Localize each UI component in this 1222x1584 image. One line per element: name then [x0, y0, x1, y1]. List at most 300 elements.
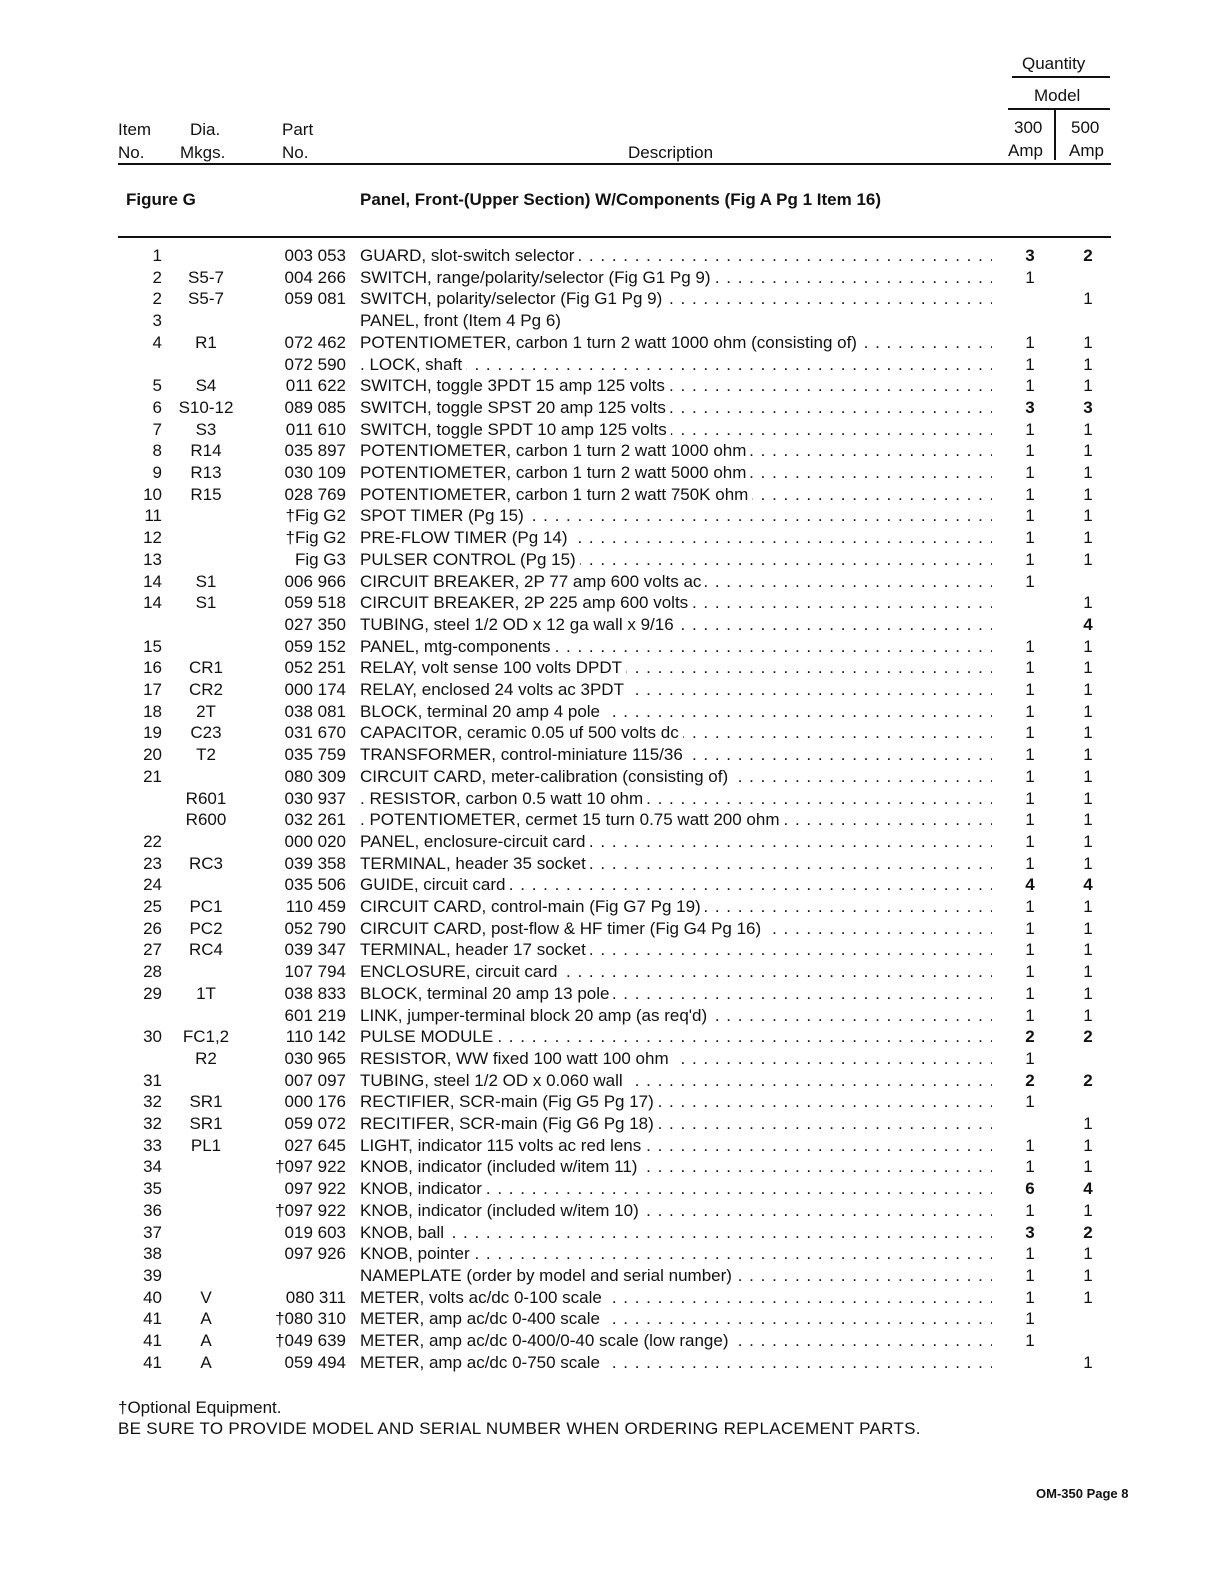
table-row	[0, 1330, 1222, 1352]
part-no: 035 897	[284, 441, 346, 461]
dia-marking: S10-12	[178, 397, 234, 417]
part-no: 039 358	[284, 853, 346, 873]
part-no: 004 266	[284, 267, 346, 287]
table-row	[0, 484, 1222, 506]
dia-marking: R2	[195, 1048, 217, 1068]
description-text: RELAY, volt sense 100 volts DPDT	[360, 658, 626, 677]
col-300-bottom: Amp	[1008, 141, 1043, 160]
part-no: 072 462	[284, 332, 346, 352]
table-row	[0, 549, 1222, 571]
description-text: KNOB, indicator (included w/item 10)	[360, 1201, 643, 1220]
dia-marking: S1	[195, 593, 217, 613]
description	[360, 809, 992, 831]
item-no: 33	[143, 1135, 162, 1155]
qty-500-amp: 1	[1083, 636, 1093, 656]
dia-marking: FC1,2	[182, 1027, 230, 1047]
item-no: 37	[143, 1222, 162, 1242]
col-500-top: 500	[1071, 118, 1100, 137]
table-row	[0, 701, 1222, 723]
model-column-divider	[1054, 110, 1056, 160]
qty-500-amp: 1	[1083, 831, 1093, 851]
item-no: 7	[152, 419, 162, 439]
part-no: 030 965	[284, 1048, 346, 1068]
description-text: KNOB, indicator	[360, 1179, 486, 1198]
part-no: 089 085	[284, 397, 346, 417]
description-text: BLOCK, terminal 20 amp 13 pole	[360, 984, 613, 1003]
qty-300-amp: 1	[1025, 419, 1035, 439]
qty-500-amp: 1	[1083, 549, 1093, 569]
table-row	[0, 918, 1222, 940]
part-no: 032 261	[284, 810, 346, 830]
qty-300-amp: 1	[1025, 658, 1035, 678]
table-row	[0, 1026, 1222, 1048]
qty-500-amp: 1	[1083, 723, 1093, 743]
item-no: 32	[143, 1092, 162, 1112]
table-row	[0, 722, 1222, 744]
description	[360, 332, 992, 354]
description	[360, 1135, 992, 1157]
dia-marking: S5-7	[188, 267, 224, 287]
description-text: NAMEPLATE (order by model and serial number)	[360, 1266, 736, 1285]
item-no: 28	[143, 962, 162, 982]
description	[360, 419, 992, 441]
part-no: 035 506	[284, 875, 346, 895]
table-row	[0, 1352, 1222, 1374]
qty-500-amp: 1	[1083, 1287, 1093, 1307]
dia-marking: R600	[185, 810, 227, 830]
qty-500-amp: 1	[1083, 289, 1093, 309]
qty-500-amp: 1	[1083, 506, 1093, 526]
table-row	[0, 853, 1222, 875]
description-text: GUIDE, circuit card	[360, 875, 509, 894]
description-text: PULSER CONTROL (Pg 15)	[360, 550, 580, 569]
table-row	[0, 1005, 1222, 1027]
qty-500-amp: 1	[1083, 593, 1093, 613]
table-row	[0, 1091, 1222, 1113]
item-no: 29	[143, 983, 162, 1003]
item-no: 22	[143, 831, 162, 851]
qty-500-amp: 1	[1083, 419, 1093, 439]
qty-500-amp: 1	[1083, 528, 1093, 548]
table-row	[0, 1265, 1222, 1287]
qty-300-amp: 1	[1025, 680, 1035, 699]
qty-300-amp: 1	[1025, 1331, 1035, 1350]
part-no: 027 350	[284, 614, 346, 634]
dia-marking: S5-7	[188, 289, 224, 309]
part-header-top: Part	[282, 120, 314, 139]
description	[360, 1265, 992, 1287]
description-text: LIGHT, indicator 115 volts ac red lens	[360, 1136, 645, 1155]
qty-300-amp: 1	[1025, 766, 1035, 786]
table-row	[0, 440, 1222, 462]
qty-300-amp: 1	[1025, 831, 1035, 851]
part-no: 031 670	[284, 723, 346, 743]
table-row	[0, 614, 1222, 636]
qty-500-amp: 1	[1083, 1135, 1093, 1155]
item-no: 10	[143, 484, 162, 504]
qty-500-amp: 4	[1083, 875, 1093, 895]
qty-300-amp: 1	[1025, 897, 1035, 916]
item-no: 25	[143, 897, 162, 916]
table-row	[0, 1243, 1222, 1265]
qty-300-amp: 1	[1025, 549, 1035, 569]
qty-300-amp: 3	[1025, 1222, 1035, 1242]
item-no: 31	[143, 1070, 162, 1090]
part-no: Fig G3	[294, 549, 346, 569]
table-row	[0, 874, 1222, 896]
part-no: 011 610	[285, 419, 346, 439]
qty-500-amp: 1	[1083, 788, 1093, 808]
qty-500-amp: 1	[1083, 484, 1093, 504]
qty-300-amp: 1	[1025, 723, 1035, 743]
qty-500-amp: 1	[1083, 897, 1093, 916]
item-no: 36	[143, 1200, 162, 1220]
description-text: POTENTIOMETER, carbon 1 turn 2 watt 1000 ohm	[360, 441, 750, 460]
qty-500-amp: 1	[1083, 766, 1093, 786]
description	[360, 831, 992, 853]
qty-300-amp: 1	[1025, 484, 1035, 504]
part-no: 601 219	[284, 1005, 346, 1025]
qty-500-amp: 1	[1083, 701, 1093, 721]
part-no: †049 639	[275, 1331, 346, 1350]
table-row	[0, 419, 1222, 441]
qty-500-amp: 1	[1083, 376, 1093, 396]
table-row	[0, 1287, 1222, 1309]
description	[360, 1178, 992, 1200]
dia-marking: R13	[190, 463, 222, 482]
description	[360, 245, 992, 267]
description	[360, 788, 992, 810]
table-row	[0, 354, 1222, 376]
qty-500-amp: 4	[1083, 1179, 1093, 1199]
description-text: RECTIFIER, SCR-main (Fig G5 Pg 17)	[360, 1092, 658, 1111]
qty-300-amp: 1	[1025, 1244, 1035, 1264]
item-no: 3	[152, 311, 162, 331]
table-row	[0, 1200, 1222, 1222]
table-row	[0, 788, 1222, 810]
item-no: 34	[143, 1157, 162, 1177]
model-header: Model	[1034, 86, 1081, 105]
item-no: 32	[143, 1114, 162, 1133]
item-no: 12	[143, 528, 162, 548]
table-row	[0, 896, 1222, 918]
quantity-header: Quantity	[1022, 54, 1086, 73]
table-row	[0, 1070, 1222, 1092]
qty-300-amp: 2	[1025, 1070, 1035, 1090]
qty-300-amp: 1	[1025, 376, 1035, 396]
description	[360, 853, 992, 875]
qty-300-amp: 1	[1025, 1200, 1035, 1220]
dia-marking: SR1	[189, 1114, 223, 1133]
ordering-note: BE SURE TO PROVIDE MODEL AND SERIAL NUMBER WHEN ORDERING REPLACEMENT PARTS.	[118, 1419, 921, 1438]
qty-500-amp: 1	[1083, 918, 1093, 938]
page-number: OM-350 Page 8	[1036, 1486, 1129, 1501]
qty-300-amp: 1	[1025, 983, 1035, 1003]
qty-500-amp: 3	[1083, 397, 1093, 417]
description-text: TUBING, steel 1/2 OD x 12 ga wall x 9/16	[360, 615, 678, 634]
description	[360, 1048, 992, 1070]
item-header-bottom: No.	[118, 143, 145, 162]
figure-rule	[118, 236, 1111, 238]
item-no: 41	[143, 1352, 162, 1372]
qty-300-amp: 1	[1025, 506, 1035, 526]
description	[360, 1243, 992, 1265]
dia-marking: RC4	[188, 940, 223, 960]
description-text: CIRCUIT CARD, control-main (Fig G7 Pg 19)	[360, 897, 705, 916]
description	[360, 701, 992, 723]
description-text: METER, amp ac/dc 0-750 scale	[360, 1353, 604, 1372]
description-text: . LOCK, shaft	[360, 355, 466, 374]
description	[360, 1026, 992, 1048]
qty-500-amp: 1	[1083, 658, 1093, 678]
qty-300-amp: 1	[1025, 528, 1035, 548]
qty-500-amp: 1	[1083, 962, 1093, 982]
description	[360, 440, 992, 462]
item-no: 39	[143, 1265, 162, 1285]
table-row	[0, 505, 1222, 527]
table-row	[0, 1156, 1222, 1178]
part-no: 000 176	[284, 1092, 346, 1112]
description	[360, 462, 992, 484]
description-text: TUBING, steel 1/2 OD x 0.060 wall	[360, 1071, 627, 1090]
part-no: †097 922	[275, 1200, 346, 1220]
item-no: 16	[143, 658, 162, 678]
dia-marking: C23	[190, 723, 222, 743]
description	[360, 1308, 992, 1330]
description	[360, 1091, 992, 1113]
description-text: CIRCUIT BREAKER, 2P 225 amp 600 volts	[360, 593, 692, 612]
description-text: POTENTIOMETER, carbon 1 turn 2 watt 1000 ohm (consisting of)	[360, 333, 861, 352]
description-text: PANEL, enclosure-circuit card	[360, 832, 590, 851]
description-text: CAPACITOR, ceramic 0.05 uf 500 volts dc	[360, 723, 683, 742]
part-no: 030 937	[284, 788, 346, 808]
col-500-bottom: Amp	[1069, 141, 1104, 160]
item-no: 8	[152, 441, 162, 461]
optional-note: †Optional Equipment.	[118, 1398, 282, 1417]
part-no: 059 072	[284, 1114, 346, 1133]
qty-300-amp: 1	[1025, 701, 1035, 721]
description	[360, 679, 992, 701]
col-300-top: 300	[1014, 118, 1043, 137]
item-no: 5	[152, 376, 162, 396]
description	[360, 722, 992, 744]
qty-500-amp: 1	[1083, 940, 1093, 960]
description-text: ENCLOSURE, circuit card	[360, 962, 561, 981]
part-no: 035 759	[284, 745, 346, 765]
part-no: †Fig G2	[285, 506, 346, 526]
description	[360, 527, 992, 549]
item-no: 20	[143, 745, 162, 765]
part-no: 059 494	[284, 1352, 346, 1372]
part-no: 039 347	[284, 940, 346, 960]
table-row	[0, 571, 1222, 593]
qty-300-amp: 1	[1025, 354, 1035, 374]
description-text: PULSE MODULE	[360, 1027, 497, 1046]
description-text: METER, amp ac/dc 0-400/0-40 scale (low range)	[360, 1331, 733, 1350]
table-row	[0, 679, 1222, 701]
dia-marking: SR1	[189, 1092, 223, 1112]
qty-500-amp: 1	[1083, 354, 1093, 374]
part-no: 059 152	[284, 636, 346, 656]
qty-300-amp: 1	[1025, 463, 1035, 482]
dia-marking: R15	[190, 484, 222, 504]
item-no: 30	[143, 1027, 162, 1047]
table-row	[0, 1178, 1222, 1200]
qty-500-amp: 1	[1083, 1114, 1093, 1133]
description-text: PRE-FLOW TIMER (Pg 14)	[360, 528, 572, 547]
table-row	[0, 288, 1222, 310]
description-text: METER, amp ac/dc 0-400 scale	[360, 1309, 604, 1328]
dia-marking: PC1	[189, 897, 223, 916]
table-row	[0, 1048, 1222, 1070]
description	[360, 874, 992, 896]
qty-300-amp: 1	[1025, 636, 1035, 656]
description	[360, 1200, 992, 1222]
qty-300-amp: 1	[1025, 853, 1035, 873]
qty-300-amp: 3	[1025, 397, 1035, 417]
description-text: . RESISTOR, carbon 0.5 watt 10 ohm	[360, 789, 647, 808]
part-no: 007 097	[284, 1070, 346, 1090]
dia-marking: CR2	[188, 680, 223, 699]
qty-300-amp: 1	[1025, 1005, 1035, 1025]
dia-marking: 1T	[196, 983, 216, 1003]
table-row	[0, 1308, 1222, 1330]
item-no: 4	[152, 332, 162, 352]
header-rule	[118, 163, 1111, 165]
part-no: 006 966	[284, 571, 346, 591]
description	[360, 310, 992, 332]
table-row	[0, 939, 1222, 961]
description-text: SWITCH, polarity/selector (Fig G1 Pg 9)	[360, 289, 666, 308]
item-header-top: Item	[118, 120, 152, 139]
description-text: GUARD, slot-switch selector	[360, 246, 578, 265]
part-no: 028 769	[284, 484, 346, 504]
item-no: 2	[152, 289, 162, 309]
table-row	[0, 310, 1222, 332]
description-text: TRANSFORMER, control-miniature 115/36	[360, 745, 687, 764]
qty-500-amp: 1	[1083, 853, 1093, 873]
table-row	[0, 744, 1222, 766]
description	[360, 614, 992, 636]
item-no: 6	[152, 397, 162, 417]
item-no: 13	[143, 549, 162, 569]
qty-300-amp: 1	[1025, 332, 1035, 352]
description-text: RECITIFER, SCR-main (Fig G6 Pg 18)	[360, 1114, 658, 1133]
figure-title: Panel, Front-(Upper Section) W/Components (Fig A Pg 1 Item 16)	[360, 190, 882, 209]
part-no: 027 645	[284, 1135, 346, 1155]
description-text: RELAY, enclosed 24 volts ac 3PDT	[360, 680, 628, 699]
qty-500-amp: 1	[1083, 1244, 1093, 1264]
qty-300-amp: 1	[1025, 1135, 1035, 1155]
description	[360, 918, 992, 940]
qty-500-amp: 2	[1083, 1027, 1093, 1047]
item-no: 23	[143, 853, 162, 873]
description	[360, 896, 992, 918]
qty-500-amp: 1	[1083, 745, 1093, 765]
qty-300-amp: 1	[1025, 1265, 1035, 1285]
description	[360, 375, 992, 397]
table-row	[0, 636, 1222, 658]
description	[360, 983, 992, 1005]
description-text: KNOB, ball	[360, 1223, 448, 1242]
quantity-rule	[1012, 76, 1110, 78]
part-no: 110 459	[285, 897, 346, 916]
description-text: METER, volts ac/dc 0-100 scale	[360, 1288, 606, 1307]
item-no: 1	[152, 246, 162, 265]
description	[360, 744, 992, 766]
qty-300-amp: 1	[1025, 918, 1035, 938]
qty-300-amp: 1	[1025, 940, 1035, 960]
qty-300-amp: 1	[1025, 571, 1035, 591]
qty-500-amp: 1	[1083, 680, 1093, 699]
item-no: 26	[143, 918, 162, 938]
description-text: POTENTIOMETER, carbon 1 turn 2 watt 5000 ohm	[360, 463, 750, 482]
description	[360, 288, 992, 310]
description	[360, 636, 992, 658]
item-no: 41	[143, 1331, 162, 1350]
table-row	[0, 527, 1222, 549]
description-text: BLOCK, terminal 20 amp 4 pole	[360, 702, 604, 721]
part-no: 072 590	[284, 354, 346, 374]
description	[360, 657, 992, 679]
description-text: POTENTIOMETER, carbon 1 turn 2 watt 750K ohm	[360, 485, 752, 504]
qty-300-amp: 1	[1025, 962, 1035, 982]
table-row	[0, 961, 1222, 983]
description-text: PANEL, mtg-components	[360, 637, 555, 656]
qty-300-amp: 4	[1025, 875, 1035, 895]
dia-marking: V	[200, 1287, 212, 1307]
qty-500-amp: 1	[1083, 1157, 1093, 1177]
part-no: †080 310	[275, 1309, 346, 1329]
description-text: SWITCH, toggle SPST 20 amp 125 volts	[360, 398, 670, 417]
item-no: 2	[152, 267, 162, 287]
qty-300-amp: 2	[1025, 1027, 1035, 1047]
qty-300-amp: 1	[1025, 1157, 1035, 1177]
table-row	[0, 592, 1222, 614]
dia-marking: R1	[195, 332, 217, 352]
qty-500-amp: 1	[1083, 332, 1093, 352]
dia-marking: T2	[196, 745, 216, 765]
description	[360, 505, 992, 527]
dia-marking: A	[200, 1352, 212, 1372]
part-no: 059 518	[284, 593, 346, 613]
part-no: 052 251	[284, 658, 346, 678]
dia-marking: PL1	[190, 1135, 222, 1155]
part-no: †097 922	[275, 1157, 346, 1177]
qty-300-amp: 3	[1025, 246, 1035, 265]
table-row	[0, 1222, 1222, 1244]
part-no: 080 309	[284, 766, 346, 786]
part-no: 030 109	[284, 463, 346, 482]
qty-500-amp: 1	[1083, 463, 1093, 482]
description-text: CIRCUIT BREAKER, 2P 77 amp 600 volts ac	[360, 572, 705, 591]
table-row	[0, 809, 1222, 831]
qty-500-amp: 1	[1083, 1200, 1093, 1220]
part-no: 107 794	[284, 962, 346, 982]
qty-300-amp: 1	[1025, 788, 1035, 808]
dia-marking: S4	[195, 376, 217, 396]
dia-marking: RC3	[188, 853, 223, 873]
item-no: 27	[143, 940, 162, 960]
part-no: 011 622	[285, 376, 346, 396]
description	[360, 397, 992, 419]
description	[360, 354, 992, 376]
item-no: 18	[143, 701, 162, 721]
description	[360, 1287, 992, 1309]
part-header-bottom: No.	[282, 143, 309, 162]
table-row	[0, 766, 1222, 788]
description	[360, 267, 992, 289]
